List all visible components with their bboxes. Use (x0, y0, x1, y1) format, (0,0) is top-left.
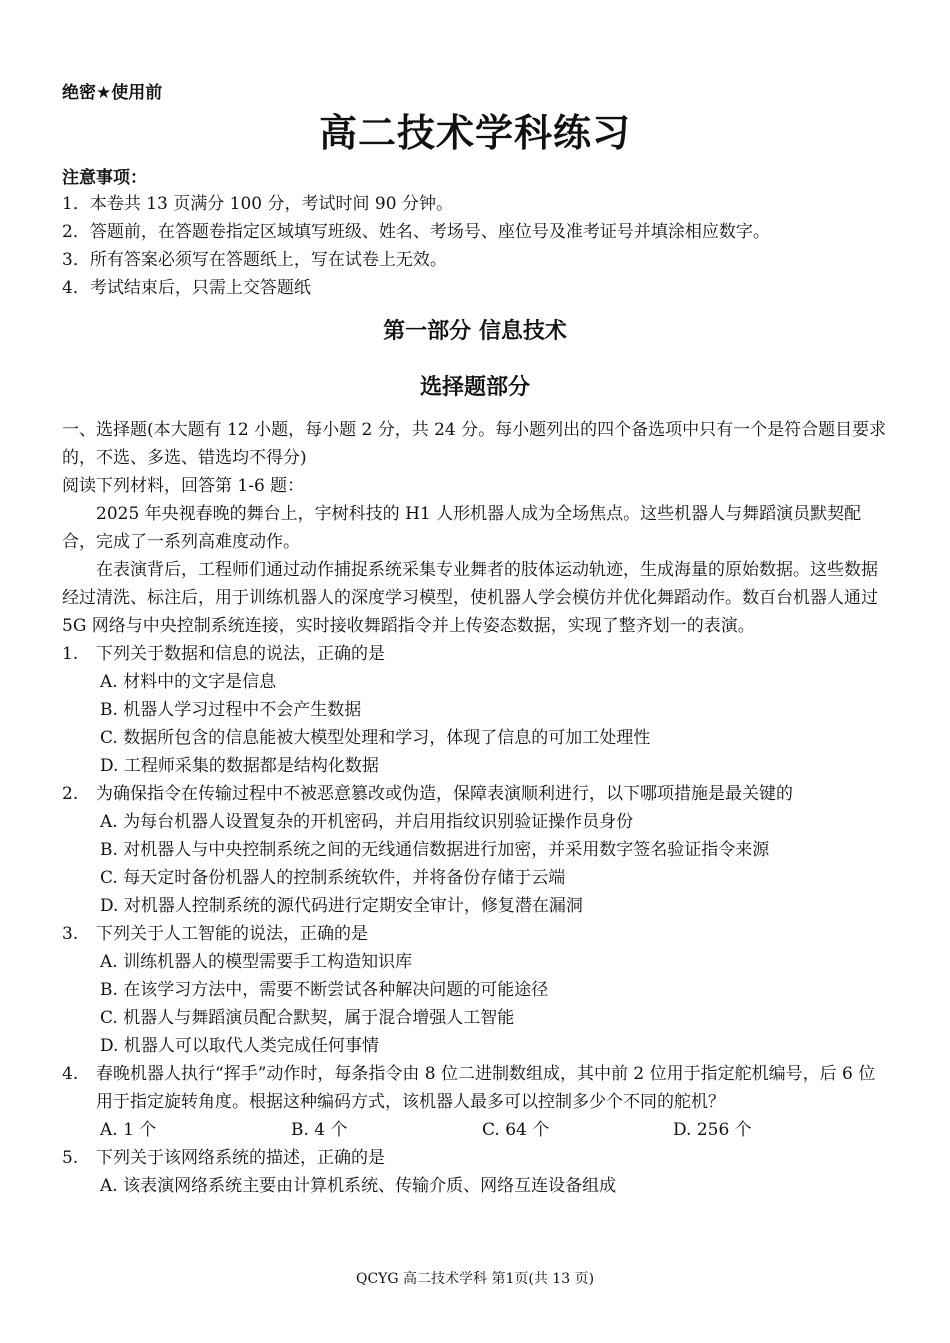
notice-list (62, 190, 892, 302)
option: D. 256 个 (673, 1120, 752, 1140)
option: D. 对机器人控制系统的源代码进行定期安全审计，修复潜在漏洞 (100, 896, 583, 916)
question-stem: 为确保指令在传输过程中不被恶意篡改或伪造，保障表演顺利进行，以下哪项措施是最关键的 (96, 784, 793, 804)
exam-title: 高二技术学科练习 (318, 110, 631, 155)
option: A. 为每台机器人设置复杂的开机密码，并启用指纹识别验证操作员身份 (100, 812, 634, 832)
inline-options (62, 1116, 892, 1144)
notice-item: 4．考试结束后，只需上交答题纸 (62, 278, 311, 298)
option: D. 工程师采集的数据都是结构化数据 (100, 756, 379, 776)
option: B. 4 个 (291, 1120, 348, 1140)
question-5 (62, 1144, 892, 1172)
option: B. 机器人学习过程中不会产生数据 (100, 700, 362, 720)
notice-item: 1．本卷共 13 页满分 100 分，考试时间 90 分钟。 (62, 194, 453, 214)
question-number: 1. (62, 644, 79, 664)
option: A. 该表演网络系统主要由计算机系统、传输介质、网络互连设备组成 (100, 1176, 617, 1196)
option: A. 训练机器人的模型需要手工构造知识库 (100, 952, 413, 972)
question-2 (62, 780, 892, 808)
option: D. 机器人可以取代人类完成任何事情 (100, 1036, 379, 1056)
question-number: 4. (62, 1064, 79, 1084)
option: C. 数据所包含的信息能被大模型处理和学习，体现了信息的可加工处理性 (100, 728, 651, 748)
question-number: 3. (62, 924, 79, 944)
option: B. 对机器人与中央控制系统之间的无线通信数据进行加密，并采用数字签名验证指令来源 (100, 840, 770, 860)
option: B. 在该学习方法中，需要不断尝试各种解决问题的可能途径 (100, 980, 549, 1000)
question-1 (62, 640, 892, 668)
section-instructions: 一、选择题(本大题有 12 小题，每小题 2 分，共 24 分。每小题列出的四个备选项中只有一个是符合题目要求的，不选、多选、错选均不得分) (62, 420, 887, 468)
reading-prompt: 阅读下列材料，回答第 1-6 题： (62, 476, 305, 496)
notice-item: 2．答题前，在答题卷指定区域填写班级、姓名、考场号、座位号及准考证号并填涂相应数字。 (62, 222, 770, 242)
material-paragraph: 2025 年央视春晚的舞台上，宇树科技的 H1 人形机器人成为全场焦点。这些机器人与舞蹈演员默契配合，完成了一系列高难度动作。 (62, 504, 862, 552)
option: C. 每天定时备份机器人的控制系统软件，并将备份存储于云端 (100, 868, 566, 888)
page-footer: QCYG 高二技术学科 第1页(共 13 页) (355, 1271, 595, 1287)
secret-mark: 绝密★使用前 (62, 83, 163, 103)
question-4 (62, 1060, 892, 1116)
option: C. 64 个 (482, 1120, 550, 1140)
question-number: 2. (62, 784, 79, 804)
material-paragraph: 在表演背后，工程师们通过动作捕捉系统采集专业舞者的肢体运动轨迹，生成海量的原始数据。这些数据经过清洗、标注后，用于训练机器人的深度学习模型，使机器人学会模仿并优化舞蹈动作。数百台机器人通过 5G 网络与中央控制系统连接，实时接收舞蹈指令并上传姿态数据，实现了整齐划一的表演。 (62, 560, 878, 636)
question-number: 5. (62, 1148, 79, 1168)
question-stem: 下列关于数据和信息的说法，正确的是 (96, 644, 385, 664)
question-stem: 下列关于该网络系统的描述，正确的是 (96, 1148, 385, 1168)
part-title: 第一部分 信息技术 (383, 319, 567, 344)
question-stem: 下列关于人工智能的说法，正确的是 (96, 924, 368, 944)
exam-content (62, 416, 892, 1200)
option: A. 1 个 (100, 1120, 157, 1140)
option: C. 机器人与舞蹈演员配合默契，属于混合增强人工智能 (100, 1008, 515, 1028)
question-stem: 春晚机器人执行“挥手”动作时，每条指令由 8 位二进制数组成，其中前 2 位用于指定舵机编号，后 6 位用于指定旋转角度。根据这种编码方式，该机器人最多可以控制多少个不同的舵机？ (96, 1064, 876, 1112)
notice-item: 3．所有答案必须写在答题纸上，写在试卷上无效。 (62, 250, 447, 270)
section-title: 选择题部分 (419, 375, 530, 400)
question-3 (62, 920, 892, 948)
notice-heading: 注意事项： (62, 168, 147, 188)
option: A. 材料中的文字是信息 (100, 672, 277, 692)
